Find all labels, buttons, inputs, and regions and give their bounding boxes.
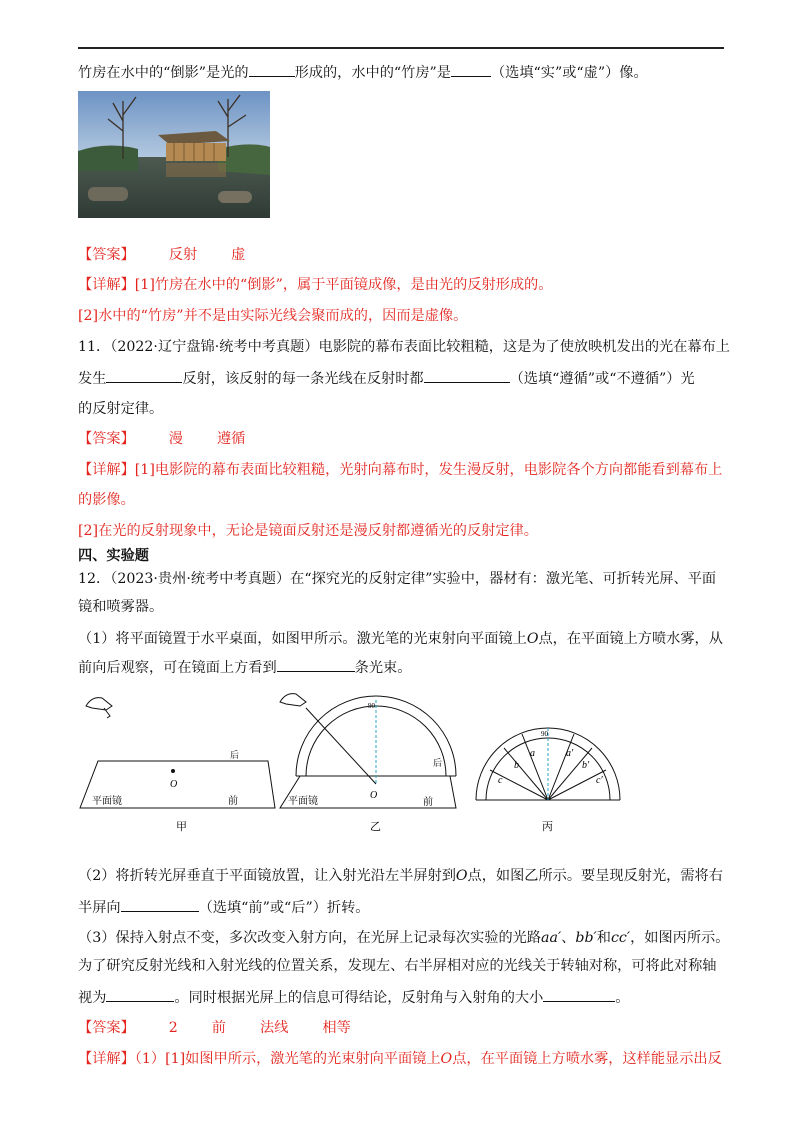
bing-scale-90: 90 [541, 730, 548, 738]
q12-blank-4 [543, 987, 615, 1002]
yi-back-label: 后 [433, 758, 443, 768]
q11-line-1: 11．（2022·辽宁盘锦·统考中考真题）电影院的幕布表面比较粗糙，这是为了使放映机发出的光在幕布上 [78, 339, 730, 355]
q12-blank-2 [121, 897, 199, 912]
q10-text-a: 竹房在水中的“倒影”是光的 [78, 65, 249, 81]
answer-value-3: 法线 [260, 1020, 289, 1036]
q12-p1-text-d: 条光束。 [354, 660, 412, 676]
detail-10-line-2: [2]水中的“竹房”并不是由实际光线会聚而成的，因而是虚像。 [78, 308, 468, 324]
q12-p5-text-c: 。 [615, 990, 630, 1006]
bing-ray-a-prime: a′ [566, 748, 574, 759]
answer-tag: 【答案】 [78, 1020, 135, 1036]
point-o: O [440, 1051, 453, 1067]
experiment-figure [78, 686, 728, 846]
q12-p5-text-b: 。同时根据光屏上的信息可得结论，反射角与入射角的大小 [174, 990, 544, 1006]
q12-blank-1 [277, 657, 355, 672]
q12-p2-text-a: （2）将折转光屏垂直于平面镜放置，让入射光沿左半屏射到 [78, 868, 456, 884]
q10-blank-1 [249, 62, 295, 77]
answer-12 [78, 1018, 728, 1038]
bing-ray-b: b [514, 760, 519, 771]
point-o: O [455, 868, 468, 884]
answer-value-2: 遵循 [216, 431, 246, 447]
q11-blank-2 [424, 368, 510, 383]
q12-p1-text-a: （1）将平面镜置于水平桌面，如图甲所示。激光笔的光束射向平面镜上 [78, 631, 527, 647]
figure-jia [80, 698, 275, 808]
detail-text-a: （1）[1]如图甲所示，激光笔的光束射向平面镜上 [134, 1051, 441, 1067]
q12-p2-text-b: 点，如图乙所示。要呈现反射光，需将右 [467, 868, 723, 884]
q12-part1-line-2 [78, 657, 728, 678]
q12-part2-line-1 [78, 866, 728, 886]
detail-tag: 【详解】 [78, 462, 135, 478]
q12-p3-text-b: 和 [596, 930, 611, 946]
q12-part3-line-3 [78, 987, 728, 1008]
answer-value-1: 反射 [168, 247, 198, 263]
q12-p1-text-c: 前向后观察，可在镜面上方看到 [78, 660, 277, 676]
answer-tag: 【答案】 [78, 247, 135, 263]
detail-tag: 【详解】 [78, 277, 135, 293]
q12-p3-text-c: ，如图丙所示。 [630, 930, 730, 946]
detail-text: [1]竹房在水中的“倒影”，属于平面镜成像，是由光的反射形成的。 [134, 277, 553, 293]
q11-text-c: （选填“遵循”或“不遵循”）光 [509, 371, 695, 387]
caption-bing: 丙 [542, 821, 553, 833]
answer-value-1: 漫 [168, 431, 183, 447]
q12-p1-text-b: 点，在平面镜上方喷水雾，从 [538, 631, 723, 647]
bing-ray-a: a [530, 748, 535, 759]
caption-jia: 甲 [176, 821, 187, 833]
caption-yi: 乙 [370, 821, 381, 833]
jia-back-label: 后 [230, 750, 240, 760]
jia-point-o-label: O [170, 779, 178, 790]
path-cc: cc′ [610, 930, 631, 946]
q10-blank-2 [451, 62, 491, 77]
yi-front-label: 前 [423, 797, 433, 808]
bing-ray-b-prime: b′ [582, 760, 590, 771]
q12-p3-text-a: （3）保持入射点不变，多次改变入射方向，在光屏上记录每次实验的光路 [78, 930, 542, 946]
detail-11-line-3: [2]在光的反射现象中，无论是镜面反射还是漫反射都遵循光的反射定律。 [78, 523, 538, 539]
q11-blank-1 [106, 368, 182, 383]
jia-mirror-label: 平面镜 [92, 796, 122, 807]
detail-11-line-1 [78, 460, 728, 480]
q12-p2-text-c: 半屏向 [78, 900, 121, 916]
yi-point-o-label: O [370, 790, 378, 801]
q11-text-b: 反射，该反射的每一条光线在反射时都 [182, 371, 424, 387]
bamboo-house-photo [78, 91, 270, 218]
q10-text-c: （选填“实”或“虚”）像。 [490, 65, 648, 81]
answer-11 [78, 429, 728, 449]
q11-line-3: 的反射定律。 [78, 401, 164, 417]
q10-text-b: 形成的，水中的“竹房”是 [294, 65, 451, 81]
yi-mirror-label: 平面镜 [288, 796, 318, 807]
yi-scale-90: 90 [368, 702, 375, 710]
q12-part3-line-1: （3）保持入射点不变，多次改变入射方向，在光屏上记录每次实验的光路aa′、bb′和cc′，如图丙所示。 [78, 930, 730, 946]
bing-ray-c: c [498, 775, 503, 786]
figure-yi [280, 694, 456, 808]
answer-value-2: 虚 [231, 247, 246, 263]
q12-p2-text-d: （选填“前”或“后”）折转。 [198, 900, 370, 916]
answer-value-4: 相等 [322, 1020, 351, 1036]
q12-p5-text-a: 视为 [78, 990, 107, 1006]
detail-10-line-1 [78, 275, 728, 295]
bing-ray-c-prime: c′ [596, 775, 603, 786]
q11-text-a: 发生 [78, 371, 107, 387]
jia-front-label: 前 [228, 796, 238, 807]
detail-text-b: 点，在平面镜上方喷水雾，这样能显示出反 [452, 1051, 722, 1067]
q10-line [78, 62, 728, 83]
answer-10 [78, 245, 728, 265]
jia-point-o-dot [171, 769, 175, 773]
q12-part2-line-2 [78, 897, 728, 918]
answer-tag: 【答案】 [78, 431, 135, 447]
q12-line-1: 12．（2023·贵州·统考中考真题）在“探究光的反射定律”实验中，器材有：激光笔、可折转光屏、平面 [78, 571, 717, 587]
path-aa: aa′ [541, 930, 562, 946]
answer-value-1: 2 [168, 1020, 178, 1036]
detail-11-line-2: 的影像。 [78, 492, 135, 508]
q11-line-2 [78, 368, 728, 389]
detail-12-line-1 [78, 1049, 728, 1069]
detail-tag: 【详解】 [78, 1051, 135, 1067]
q12-part1-line-1 [78, 629, 728, 649]
q12-line-2: 镜和喷雾器。 [78, 599, 164, 615]
section-heading: 四、实验题 [78, 548, 149, 564]
path-bb: bb′ [575, 930, 597, 946]
detail-text: [1]电影院的幕布表面比较粗糙，光射向幕布时，发生漫反射，电影院各个方向都能看到幕布上 [134, 462, 723, 478]
q12-part3-line-2: 为了研究反射光线和入射光线的位置关系，发现左、右半屏相对应的光线关于转轴对称，可将此对称轴 [78, 958, 717, 974]
point-o: O [526, 631, 539, 647]
top-rule [78, 47, 724, 49]
q12-blank-3 [106, 987, 174, 1002]
answer-value-2: 前 [211, 1020, 226, 1036]
